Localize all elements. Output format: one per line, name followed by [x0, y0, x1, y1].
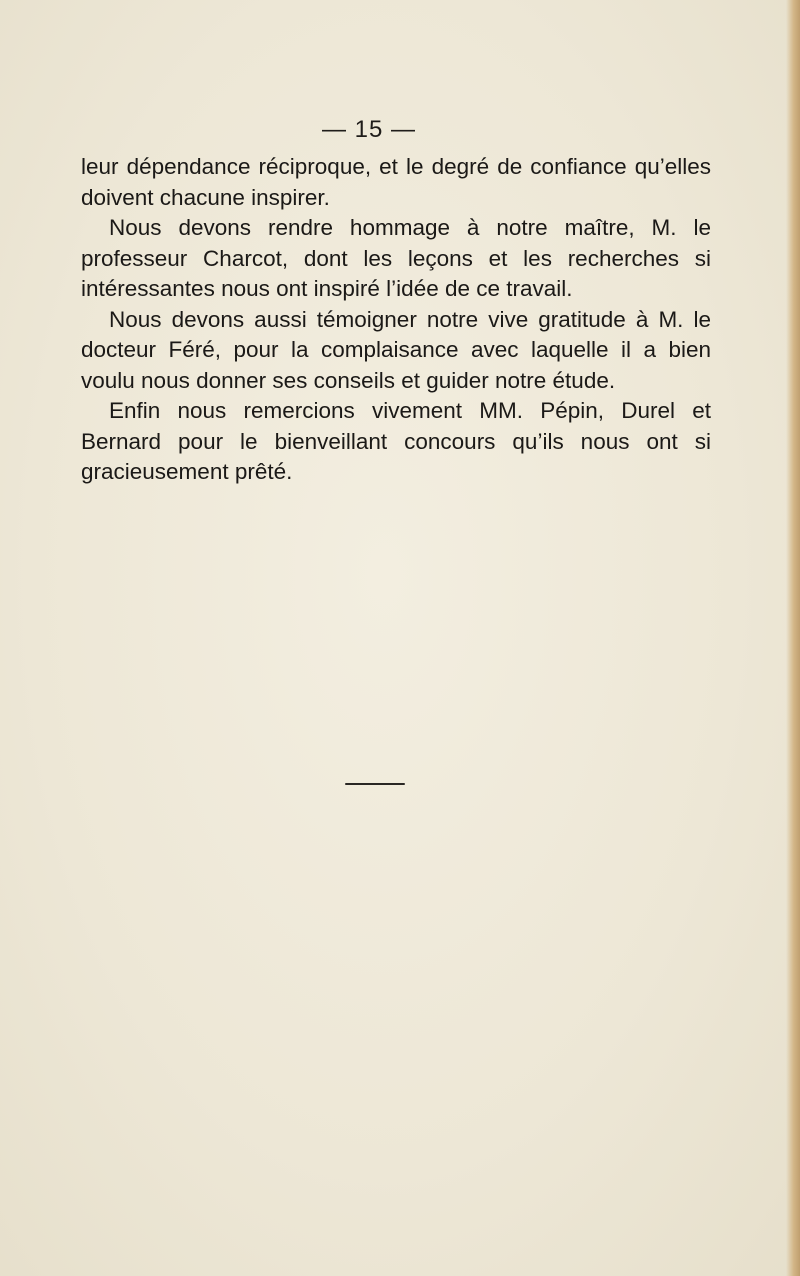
page-number: — 15 —: [321, 116, 417, 143]
paragraph-remerciements: Enfin nous remercions vivement MM. Pépin, Durel et Bernard pour le bienveillant concours qu’ils nous ont si gracieusement prêté.: [81, 398, 711, 484]
section-divider-rule: [345, 783, 405, 785]
paragraph-hommage: Nous devons rendre hommage à notre maître, M. le professeur Charcot, dont les leçons et les recherches si intéressantes nous ont inspiré l’idée de ce travail.: [81, 215, 711, 301]
paragraph-gratitude: Nous devons aussi témoigner notre vive gratitude à M. le docteur Féré, pour la complaisance avec laquelle il a bien voulu nous donner ses conseils et guider notre étude.: [81, 306, 711, 393]
paragraph-continuation: leur dépendance réciproque, et le degré de confiance qu’elles doivent chacune inspirer.: [81, 154, 711, 210]
body-text: [81, 152, 711, 488]
page-edge-shadow: [786, 0, 800, 1276]
